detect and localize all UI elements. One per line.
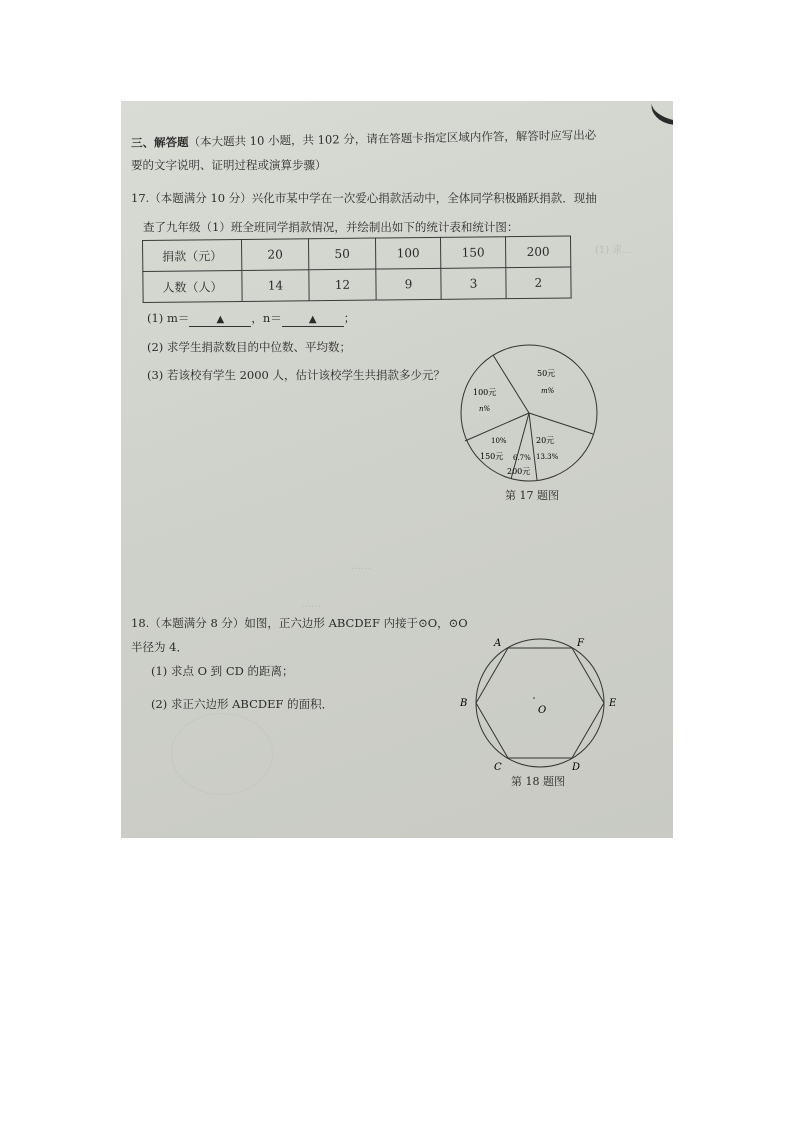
pie-divider: [529, 413, 593, 434]
vertex-label-d: D: [572, 762, 581, 771]
q18-sub2: (2) 求正六边形 ABCDEF 的面积．: [151, 697, 334, 711]
vertex-label-a: A: [494, 638, 502, 649]
section-instruction-line2: 要的文字说明、证明过程或演算步骤）: [131, 158, 327, 172]
circle-o: [476, 639, 604, 767]
pie-label-200: 200元: [507, 467, 531, 476]
pie-pct-100: n%: [479, 405, 491, 413]
bleed-through-text: ……: [351, 561, 371, 572]
table-cell: 20: [241, 239, 308, 271]
section-instruction: （本大题共 10 小题，共 102 分，请在答题卡指定区域内作答，解答时应写出必: [188, 127, 597, 149]
table-cell: 150: [440, 237, 505, 269]
hexagon-diagram: [454, 631, 622, 771]
pie-label-20: 20元: [536, 436, 555, 445]
hexagon-abcdef: [476, 648, 604, 758]
sub1-suffix: ；: [343, 311, 356, 325]
section-heading: 三、解答题: [130, 134, 189, 150]
bleed-through-text: ……: [301, 599, 321, 610]
q17-intro-line2: 查了九年级（1）班全班同学捐款情况，并绘制出如下的统计表和统计图：: [143, 220, 519, 234]
table-cell: 12: [309, 269, 376, 301]
table-cell: 100: [375, 237, 440, 269]
table-row: [143, 236, 571, 271]
pie-pct-20: 13.3%: [536, 453, 559, 461]
vertex-label-b: B: [460, 698, 468, 709]
q17-sub3: (3) 若该校有学生 2000 人，估计该校学生共捐款多少元？: [147, 368, 446, 382]
page-corner-shadow: [647, 101, 673, 130]
q18-sub1: (1) 求点 O 到 CD 的距离；: [151, 664, 294, 678]
section-heading-line: [131, 129, 596, 151]
pie-pct-50: m%: [541, 387, 555, 395]
table-row-header: 人数（人）: [143, 270, 242, 302]
bleed-through-shape: [171, 713, 273, 795]
bleed-through-text: (1) 求…: [595, 245, 633, 256]
table-cell: 2: [506, 267, 571, 299]
q18-intro-line1: 18.（本题满分 8 分）如图，正六边形 ABCDEF 内接于⊙O，⊙O: [131, 616, 468, 630]
m-answer-blank: [189, 312, 251, 327]
n-answer-blank: [282, 312, 344, 327]
pie-divider: [493, 355, 529, 413]
table-row: [143, 267, 571, 302]
pie-pct-200: 6.7%: [513, 454, 531, 462]
sub1-prefix: (1) m＝: [147, 311, 190, 325]
center-label-o: O: [538, 705, 547, 716]
q17-figure-caption: 第 17 题图: [505, 489, 559, 502]
sub1-mid: ，n＝: [251, 311, 282, 325]
table-row-header: 捐款（元）: [143, 239, 242, 271]
table-cell: 14: [242, 270, 309, 302]
pie-chart: [453, 343, 605, 483]
q18-figure-caption: 第 18 题图: [511, 775, 565, 788]
vertex-label-c: C: [494, 762, 502, 771]
vertex-label-e: E: [609, 698, 617, 709]
table-cell: 3: [441, 268, 506, 300]
blank-mark: ▲: [216, 314, 225, 325]
pie-label-50: 50元: [537, 369, 556, 378]
q17-sub2: (2) 求学生捐款数目的中位数、平均数；: [147, 340, 351, 354]
photographed-page: [121, 101, 673, 838]
table-cell: 50: [308, 238, 375, 270]
blank-mark: ▲: [308, 314, 317, 325]
pie-label-100: 100元: [473, 388, 497, 397]
table-cell: 9: [376, 268, 441, 300]
center-point: [533, 697, 535, 699]
donation-stat-table: [142, 236, 572, 303]
vertex-label-f: F: [577, 638, 584, 649]
table-cell: 200: [505, 236, 570, 268]
pie-pct-150: 10%: [491, 437, 507, 445]
q17-sub1: [147, 312, 355, 327]
q18-intro-line2: 半径为 4．: [131, 640, 188, 654]
pie-label-150: 150元: [480, 452, 504, 461]
q17-intro-line1: 17.（本题满分 10 分）兴化市某中学在一次爱心捐款活动中，全体同学积极踊跃捐款．现抽: [131, 191, 597, 205]
